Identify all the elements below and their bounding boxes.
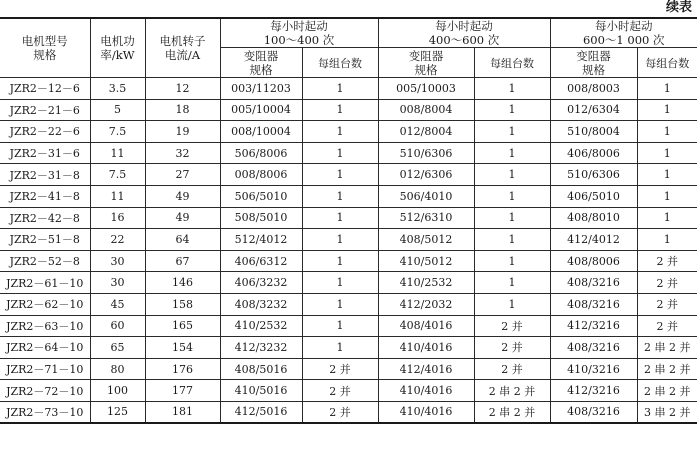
units-per-group-cell: 2 并 [637, 293, 697, 315]
resistor-spec-cell: 408/5016 [220, 358, 302, 380]
model-cell: JZR2－51－8 [0, 229, 90, 251]
resistor-spec-cell: 412/4016 [378, 358, 474, 380]
units-per-group-cell: 1 [474, 185, 550, 207]
resistor-spec-cell: 008/8006 [220, 164, 302, 186]
units-per-group-cell: 1 [302, 337, 378, 359]
resistor-spec-cell: 406/6312 [220, 250, 302, 272]
power-cell: 7.5 [90, 121, 145, 143]
table-row [0, 250, 697, 272]
units-per-group-cell: 2 并 [474, 358, 550, 380]
rotor-current-cell: 49 [145, 185, 220, 207]
model-cell: JZR2－31－8 [0, 164, 90, 186]
resistor-spec-cell: 410/3216 [550, 358, 637, 380]
units-per-group-cell: 1 [302, 229, 378, 251]
units-per-group-cell: 2 串 2 并 [637, 337, 697, 359]
power-cell: 30 [90, 272, 145, 294]
resistor-spec-cell: 512/6310 [378, 207, 474, 229]
resistor-spec-cell: 408/3216 [550, 337, 637, 359]
header-resistor-spec: 变阻器 规格 [550, 48, 637, 78]
units-per-group-cell: 2 并 [302, 401, 378, 423]
power-cell: 65 [90, 337, 145, 359]
table-row [0, 121, 697, 143]
units-per-group-cell: 2 并 [474, 315, 550, 337]
power-cell: 80 [90, 358, 145, 380]
resistor-spec-cell: 412/3232 [220, 337, 302, 359]
resistor-spec-cell: 408/8010 [550, 207, 637, 229]
resistor-spec-cell: 408/8006 [550, 250, 637, 272]
rotor-current-cell: 67 [145, 250, 220, 272]
units-per-group-cell: 1 [637, 185, 697, 207]
header-group-400-600: 每小时起动 400～600 次 [378, 18, 550, 48]
model-cell: JZR2－31－6 [0, 142, 90, 164]
units-per-group-cell: 2 串 2 并 [474, 380, 550, 402]
rotor-current-cell: 165 [145, 315, 220, 337]
table-row [0, 185, 697, 207]
resistor-spec-cell: 412/3216 [550, 380, 637, 402]
table-row [0, 78, 697, 100]
units-per-group-cell: 1 [474, 99, 550, 121]
rotor-current-cell: 177 [145, 380, 220, 402]
units-per-group-cell: 1 [302, 207, 378, 229]
units-per-group-cell: 1 [302, 164, 378, 186]
table-row [0, 401, 697, 423]
header-group-600-1000: 每小时起动 600～1 000 次 [550, 18, 697, 48]
model-cell: JZR2－21－6 [0, 99, 90, 121]
resistor-spec-cell: 510/6306 [550, 164, 637, 186]
resistor-spec-cell: 506/8006 [220, 142, 302, 164]
power-cell: 7.5 [90, 164, 145, 186]
units-per-group-cell: 1 [474, 78, 550, 100]
units-per-group-cell: 1 [474, 250, 550, 272]
power-cell: 3.5 [90, 78, 145, 100]
resistor-spec-cell: 408/3216 [550, 401, 637, 423]
table-body [0, 78, 697, 424]
units-per-group-cell: 2 串 2 并 [637, 358, 697, 380]
power-cell: 125 [90, 401, 145, 423]
resistor-spec-cell: 410/5012 [378, 250, 474, 272]
rotor-current-cell: 49 [145, 207, 220, 229]
rotor-current-cell: 19 [145, 121, 220, 143]
units-per-group-cell: 1 [474, 293, 550, 315]
resistor-spec-cell: 512/4012 [220, 229, 302, 251]
table-row [0, 315, 697, 337]
model-cell: JZR2－73－10 [0, 401, 90, 423]
resistor-spec-cell: 005/10004 [220, 99, 302, 121]
units-per-group-cell: 1 [637, 207, 697, 229]
resistor-spec-cell: 008/8004 [378, 99, 474, 121]
table-row [0, 358, 697, 380]
power-cell: 60 [90, 315, 145, 337]
resistor-spec-cell: 412/5016 [220, 401, 302, 423]
units-per-group-cell: 1 [302, 250, 378, 272]
resistor-spec-cell: 406/8006 [550, 142, 637, 164]
rotor-current-cell: 146 [145, 272, 220, 294]
rotor-current-cell: 158 [145, 293, 220, 315]
model-cell: JZR2－64－10 [0, 337, 90, 359]
header-units-per-group: 每组台数 [302, 48, 378, 78]
resistor-spec-cell: 005/10003 [378, 78, 474, 100]
table-row [0, 337, 697, 359]
rotor-current-cell: 32 [145, 142, 220, 164]
units-per-group-cell: 1 [474, 272, 550, 294]
units-per-group-cell: 2 并 [474, 337, 550, 359]
units-per-group-cell: 2 并 [637, 272, 697, 294]
resistor-spec-cell: 012/8004 [378, 121, 474, 143]
header-power: 电机功 率/kW [90, 18, 145, 78]
rotor-current-cell: 12 [145, 78, 220, 100]
resistor-spec-cell: 412/3216 [550, 315, 637, 337]
units-per-group-cell: 1 [474, 229, 550, 251]
header-model: 电机型号 规格 [0, 18, 90, 78]
units-per-group-cell: 1 [637, 142, 697, 164]
resistor-spec-cell: 408/4016 [378, 315, 474, 337]
units-per-group-cell: 1 [637, 99, 697, 121]
resistor-spec-cell: 408/3232 [220, 293, 302, 315]
units-per-group-cell: 2 串 2 并 [637, 380, 697, 402]
resistor-spec-cell: 408/5012 [378, 229, 474, 251]
model-cell: JZR2－12－6 [0, 78, 90, 100]
power-cell: 16 [90, 207, 145, 229]
units-per-group-cell: 1 [302, 121, 378, 143]
power-cell: 11 [90, 142, 145, 164]
units-per-group-cell: 2 并 [637, 250, 697, 272]
model-cell: JZR2－41－8 [0, 185, 90, 207]
units-per-group-cell: 1 [302, 142, 378, 164]
model-cell: JZR2－62－10 [0, 293, 90, 315]
model-cell: JZR2－52－8 [0, 250, 90, 272]
resistor-spec-cell: 408/3216 [550, 272, 637, 294]
motor-resistor-table [0, 17, 697, 424]
resistor-spec-cell: 408/3216 [550, 293, 637, 315]
rotor-current-cell: 181 [145, 401, 220, 423]
units-per-group-cell: 1 [474, 207, 550, 229]
table-row [0, 293, 697, 315]
resistor-spec-cell: 506/5010 [220, 185, 302, 207]
resistor-spec-cell: 508/5010 [220, 207, 302, 229]
header-units-per-group: 每组台数 [637, 48, 697, 78]
units-per-group-cell: 1 [302, 315, 378, 337]
table-row [0, 272, 697, 294]
model-cell: JZR2－63－10 [0, 315, 90, 337]
units-per-group-cell: 2 串 2 并 [474, 401, 550, 423]
continued-label: 续表 [665, 0, 692, 15]
resistor-spec-cell: 410/2532 [378, 272, 474, 294]
resistor-spec-cell: 510/6306 [378, 142, 474, 164]
power-cell: 100 [90, 380, 145, 402]
resistor-spec-cell: 008/8003 [550, 78, 637, 100]
units-per-group-cell: 1 [637, 164, 697, 186]
rotor-current-cell: 64 [145, 229, 220, 251]
model-cell: JZR2－71－10 [0, 358, 90, 380]
resistor-spec-cell: 406/3232 [220, 272, 302, 294]
table-row [0, 164, 697, 186]
rotor-current-cell: 18 [145, 99, 220, 121]
units-per-group-cell: 2 并 [637, 315, 697, 337]
units-per-group-cell: 1 [302, 293, 378, 315]
table-row [0, 207, 697, 229]
table-row [0, 142, 697, 164]
model-cell: JZR2－22－6 [0, 121, 90, 143]
model-cell: JZR2－61－10 [0, 272, 90, 294]
power-cell: 45 [90, 293, 145, 315]
power-cell: 11 [90, 185, 145, 207]
units-per-group-cell: 1 [474, 142, 550, 164]
units-per-group-cell: 1 [302, 272, 378, 294]
units-per-group-cell: 1 [474, 164, 550, 186]
units-per-group-cell: 1 [637, 78, 697, 100]
model-cell: JZR2－72－10 [0, 380, 90, 402]
units-per-group-cell: 1 [302, 99, 378, 121]
units-per-group-cell: 3 串 2 并 [637, 401, 697, 423]
resistor-spec-cell: 012/6306 [378, 164, 474, 186]
header-resistor-spec: 变阻器 规格 [378, 48, 474, 78]
units-per-group-cell: 1 [302, 185, 378, 207]
rotor-current-cell: 176 [145, 358, 220, 380]
table-row [0, 229, 697, 251]
rotor-current-cell: 154 [145, 337, 220, 359]
table-row [0, 380, 697, 402]
resistor-spec-cell: 410/4016 [378, 401, 474, 423]
header-resistor-spec: 变阻器 规格 [220, 48, 302, 78]
model-cell: JZR2－42－8 [0, 207, 90, 229]
header-group-100-400: 每小时起动 100～400 次 [220, 18, 378, 48]
units-per-group-cell: 1 [637, 121, 697, 143]
units-per-group-cell: 1 [474, 121, 550, 143]
units-per-group-cell: 2 并 [302, 380, 378, 402]
resistor-spec-cell: 412/2032 [378, 293, 474, 315]
resistor-spec-cell: 406/5010 [550, 185, 637, 207]
table-row [0, 99, 697, 121]
header-rotor-current: 电机转子 电流/A [145, 18, 220, 78]
resistor-spec-cell: 412/4012 [550, 229, 637, 251]
power-cell: 30 [90, 250, 145, 272]
resistor-spec-cell: 003/11203 [220, 78, 302, 100]
power-cell: 22 [90, 229, 145, 251]
units-per-group-cell: 2 并 [302, 358, 378, 380]
resistor-spec-cell: 008/10004 [220, 121, 302, 143]
header-units-per-group: 每组台数 [474, 48, 550, 78]
rotor-current-cell: 27 [145, 164, 220, 186]
resistor-spec-cell: 410/2532 [220, 315, 302, 337]
resistor-spec-cell: 510/8004 [550, 121, 637, 143]
units-per-group-cell: 1 [637, 229, 697, 251]
resistor-spec-cell: 410/4016 [378, 337, 474, 359]
resistor-spec-cell: 410/5016 [220, 380, 302, 402]
resistor-spec-cell: 012/6304 [550, 99, 637, 121]
power-cell: 5 [90, 99, 145, 121]
resistor-spec-cell: 410/4016 [378, 380, 474, 402]
resistor-spec-cell: 506/4010 [378, 185, 474, 207]
units-per-group-cell: 1 [302, 78, 378, 100]
